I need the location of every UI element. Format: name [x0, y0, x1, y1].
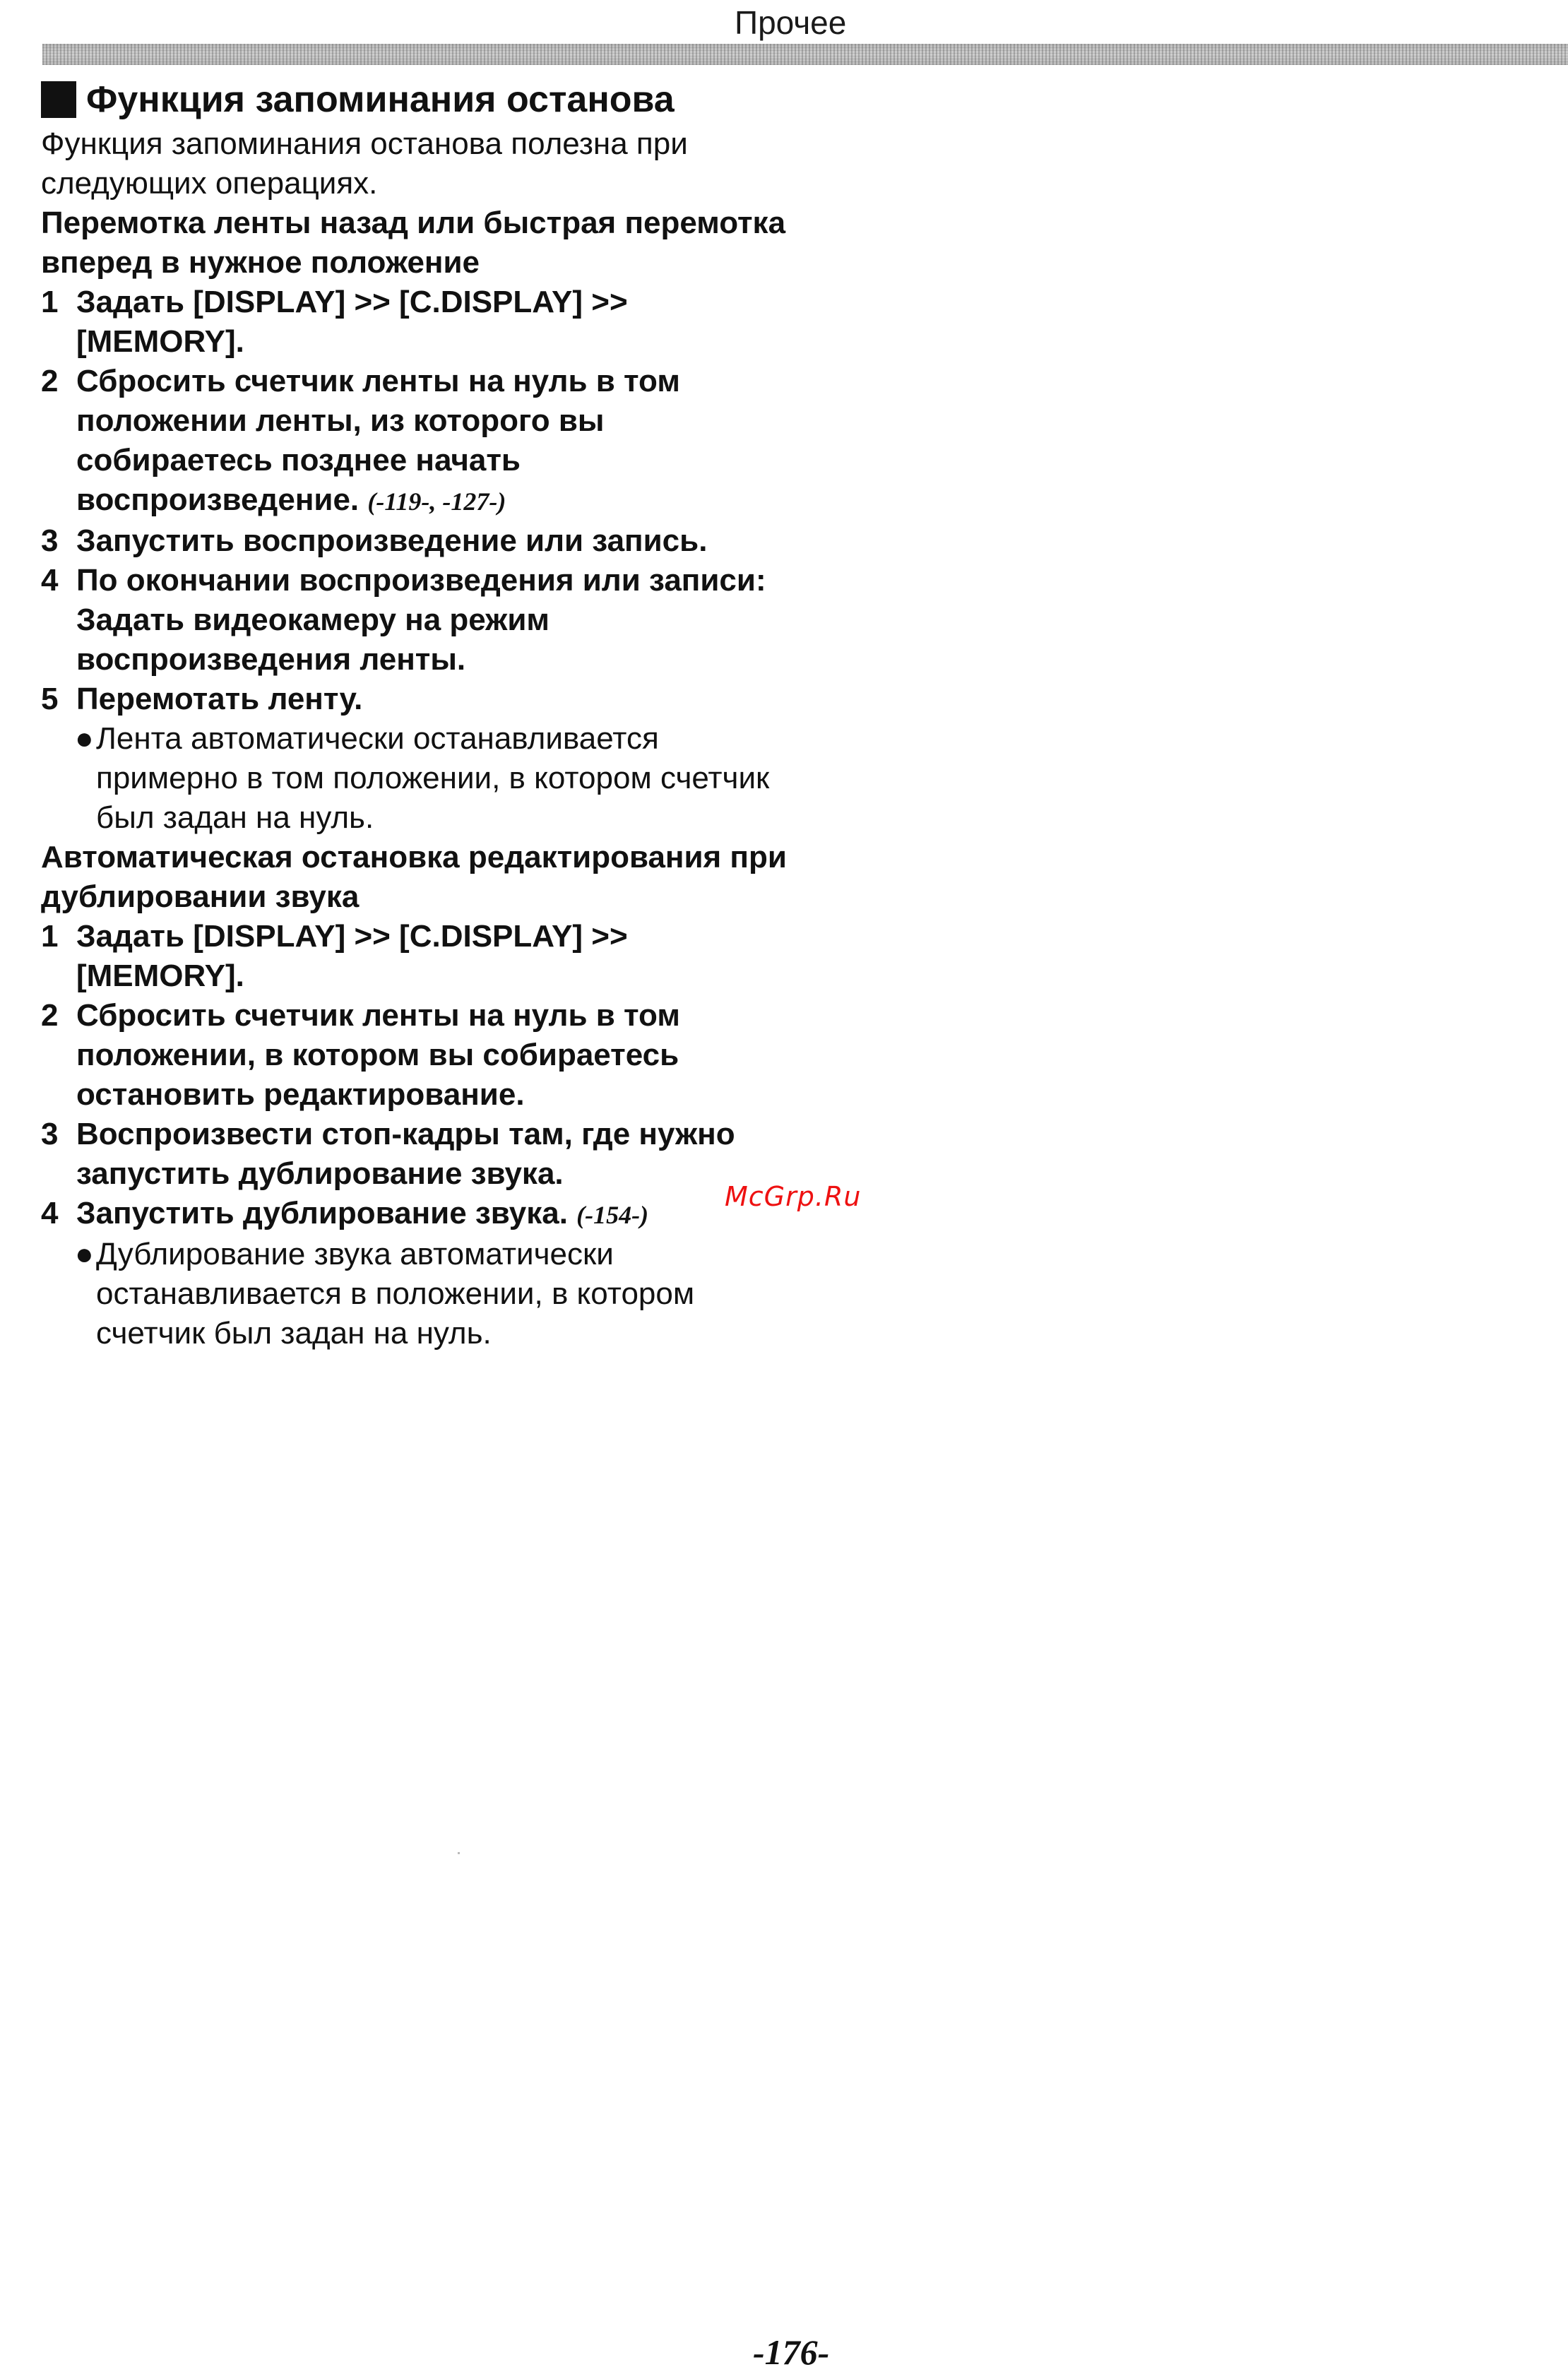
step-item — [41, 362, 804, 521]
step-item — [41, 917, 804, 996]
step-text: По окончании воспроизведения или записи: — [76, 563, 766, 598]
scan-speck — [458, 1852, 460, 1854]
step-item — [41, 680, 804, 719]
step-text-wrapper — [76, 1194, 804, 1235]
step-text: Воспроизвести стоп-кадры там, где нужно запустить дублирование звука. — [76, 1117, 735, 1191]
step-number: 4 — [41, 563, 59, 598]
section-heading — [41, 76, 804, 123]
step-text: Сбросить счетчик ленты на нуль в том положении ленты, из которого вы собираетесь позднее начать воспроизведение. — [76, 364, 680, 517]
header-divider — [42, 44, 1568, 65]
step-item — [41, 561, 804, 680]
step-text: Запустить воспроизведение или запись. — [76, 523, 708, 558]
block-heading: Перемотка ленты назад или быстрая перемотка вперед в нужное положение — [41, 206, 786, 280]
watermark-text: McGrp.Ru — [725, 1181, 862, 1212]
step-number: 1 — [41, 919, 59, 954]
instruction-block-rewind — [41, 203, 804, 838]
step-item — [41, 283, 804, 362]
bullet-icon: ● — [75, 1237, 94, 1271]
instruction-block-audio-dub — [41, 838, 804, 1353]
step-number: 1 — [41, 285, 59, 319]
section-intro: Функция запоминания останова полезна при следующих операциях. — [41, 126, 688, 201]
step-note — [41, 719, 804, 838]
step-number: 3 — [41, 1117, 59, 1151]
main-content — [41, 76, 804, 1353]
step-item — [41, 996, 804, 1115]
step-number: 2 — [41, 998, 59, 1033]
step-number: 4 — [41, 1196, 59, 1230]
step-item — [41, 1115, 804, 1194]
section-square-icon — [41, 81, 76, 118]
step-text: Запустить дублирование звука. — [76, 1196, 568, 1230]
note-text: Дублирование звука автоматически останавливается в положении, в котором счетчик был задан на нуль. — [96, 1237, 695, 1351]
step-number: 2 — [41, 364, 59, 398]
block-heading: Автоматическая остановка редактирования при дублировании звука — [41, 840, 787, 914]
step-number: 3 — [41, 523, 59, 558]
bullet-icon: ● — [75, 721, 94, 756]
step-item — [41, 1194, 804, 1235]
step-text-wrapper — [76, 561, 804, 680]
step-text: Задать [DISPLAY] >> [C.DISPLAY] >> [MEMORY]. — [76, 285, 628, 359]
step-text: Сбросить счетчик ленты на нуль в том положении, в котором вы собираетесь остановить редактирование. — [76, 998, 680, 1112]
note-text: Лента автоматически останавливается примерно в том положении, в котором счетчик был задан на нуль. — [96, 721, 770, 835]
step-item — [41, 521, 804, 561]
page-header-title: Прочее — [735, 4, 847, 41]
step-text: Перемотать ленту. — [76, 682, 363, 716]
section-title-text: Функция запоминания останова — [86, 79, 675, 120]
step-number: 5 — [41, 682, 59, 716]
step-text-wrapper — [76, 362, 804, 521]
step-note — [41, 1235, 804, 1353]
page-number: -176- — [753, 2332, 830, 2372]
step-text: Задать [DISPLAY] >> [C.DISPLAY] >> [MEMORY]. — [76, 919, 628, 993]
page-reference: (-154-) — [576, 1201, 649, 1229]
step-text-continued: Задать видеокамеру на режим воспроизведения ленты. — [76, 603, 550, 677]
page-reference: (-119-, -127-) — [367, 487, 506, 516]
